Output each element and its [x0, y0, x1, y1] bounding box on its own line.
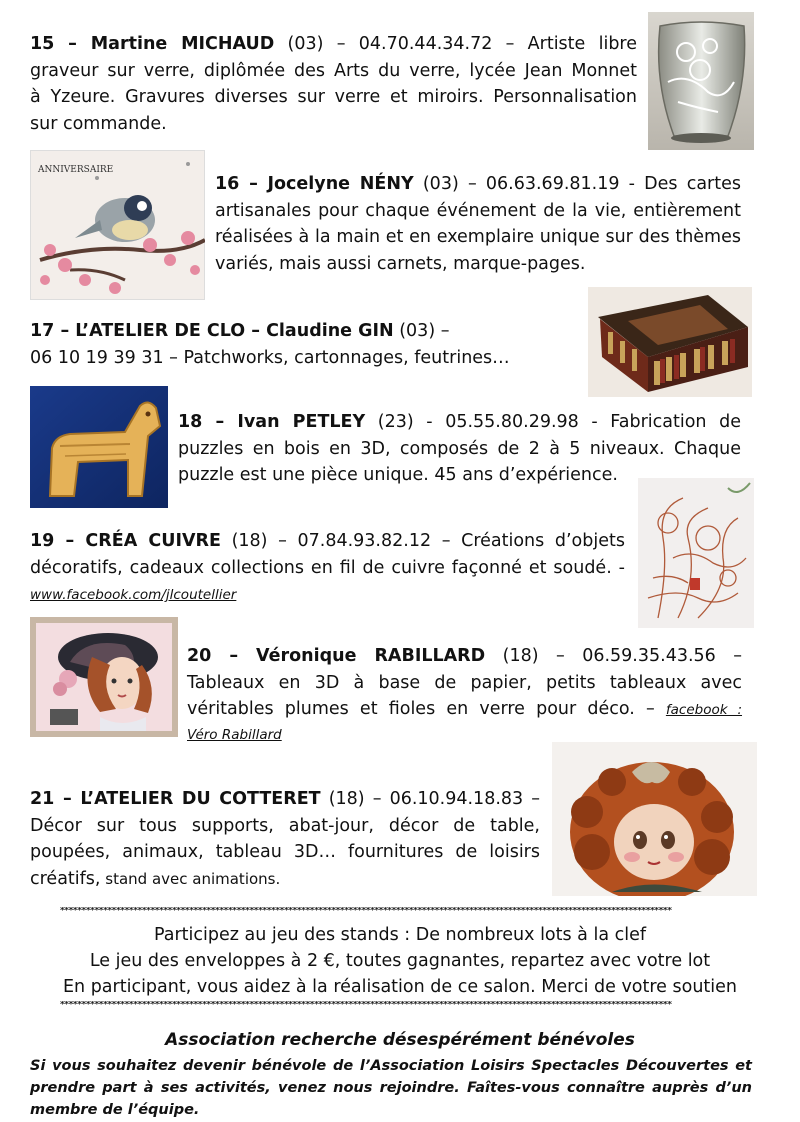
- paper-3d-portrait-photo: [30, 617, 178, 737]
- contest-line-1: Participez au jeu des stands : De nombreux lots à la clef: [153, 925, 647, 945]
- entry-15-details: (03) – 04.70.44.34.72 – Artiste libre: [274, 34, 637, 54]
- entry-18-details: (23) - 05.55.80.29.98 - Fabrication de: [365, 412, 741, 432]
- book-box-photo: [588, 287, 752, 397]
- contest-line-2: Le jeu des enveloppes à 2 €, toutes gagnantes, repartez avec votre lot: [89, 951, 711, 971]
- entry-21-line2: Décor sur tous supports, abat-jour, décor de table,: [30, 815, 540, 836]
- entry-20-line2: Tableaux en 3D à base de papier, petits tableaux avec: [187, 672, 742, 693]
- association-line-2: prendre part à ses activités, venez nous rejoindre. Faîtes-vous connaître auprès d’un: [30, 1080, 752, 1096]
- entry-21-line4: créatifs,: [30, 868, 101, 889]
- entry-20-name: 20 – Véronique RABILLARD: [187, 646, 486, 666]
- facebook-link-rabillard[interactable]: facebook :: [665, 702, 743, 718]
- entry-17-details: (03) –: [393, 321, 450, 341]
- facebook-link-crea-cuivre[interactable]: www.facebook.com/jlcoutellier: [30, 587, 237, 603]
- entry-20: [187, 643, 742, 745]
- entry-15-line2: graveur sur verre, diplômée des Arts du verre, lycée Jean Monnet: [30, 60, 637, 81]
- entry-18-name: 18 – Ivan PETLEY: [178, 412, 366, 432]
- facebook-link-rabillard-name[interactable]: Véro Rabillard: [187, 726, 282, 743]
- entry-16-line3: réalisées à la main et en exemplaire unique sur des thèmes: [215, 227, 741, 247]
- entry-16-name: 16 – Jocelyne NÉNY: [215, 174, 414, 194]
- entry-15-name: 15 – Martine MICHAUD: [30, 34, 275, 54]
- association-line-3: membre de l’équipe.: [30, 1102, 200, 1118]
- entry-19-line2: décoratifs, cadeaux collections en fil de cuivre façonné et soudé. -: [30, 557, 625, 578]
- entry-21: [30, 786, 540, 892]
- entry-16-line2: artisanales pour chaque événement de la vie, entièrement: [215, 200, 741, 221]
- separator-top: **********************************************************************************************************************************************: [60, 907, 672, 916]
- association-line-1: Si vous souhaitez devenir bénévole de l’Association Loisirs Spectacles Découvertes et: [30, 1058, 752, 1074]
- card-caption: ANNIVERSAIRE: [38, 165, 114, 175]
- entry-17: [30, 318, 575, 371]
- entry-16: [215, 171, 741, 277]
- entry-15-line4: sur commande.: [30, 113, 167, 134]
- entry-19: [30, 528, 625, 609]
- engraved-vase-photo: [648, 12, 754, 150]
- doll-photo: [552, 742, 757, 896]
- entry-20-line3: véritables plumes et fioles en verre pour déco. –: [187, 699, 666, 719]
- entry-21-line3: poupées, animaux, tableau 3D… fournitures de loisirs: [30, 842, 540, 862]
- entry-21-line4-small: stand avec animations.: [100, 869, 281, 888]
- entry-19-name: 19 – CRÉA CUIVRE: [30, 531, 221, 551]
- contest-line-3: En participant, vous aidez à la réalisation de ce salon. Merci de votre soutien: [62, 977, 738, 997]
- entry-18-line3: puzzle est une pièce unique. 45 ans d’expérience.: [178, 465, 618, 485]
- entry-18-line2: puzzles en bois en 3D, composés de 2 à 5 niveaux. Chaque: [178, 438, 741, 459]
- entry-21-name: 21 – L’ATELIER DU COTTERET: [30, 789, 321, 809]
- entry-19-details: (18) – 07.84.93.82.12 – Créations d’objets: [220, 531, 625, 551]
- separator-bottom: **********************************************************************************************************************************************: [60, 1001, 672, 1010]
- copper-wire-art-photo: [638, 478, 754, 628]
- entry-16-line4: variés, mais aussi carnets, marque-pages.: [215, 253, 586, 274]
- entry-15-line3: à Yzeure. Gravures diverses sur verre et miroirs. Personnalisation: [30, 87, 637, 107]
- wooden-horse-puzzle-photo: [30, 386, 168, 508]
- entry-15: [30, 31, 637, 137]
- association-title: Association recherche désespérément bénévoles: [165, 1030, 635, 1050]
- entry-16-details: (03) – 06.63.69.81.19 - Des cartes: [413, 174, 741, 194]
- association-body: [30, 1055, 752, 1121]
- entry-21-details: (18) – 06.10.94.18.83 –: [320, 789, 540, 809]
- entry-18: [178, 409, 741, 489]
- entry-20-details: (18) – 06.59.35.43.56 –: [485, 646, 742, 666]
- bird-card-photo: [30, 150, 205, 300]
- entry-17-line2: 06 10 19 39 31 – Patchworks, cartonnages, feutrines…: [30, 347, 510, 368]
- entry-17-name: 17 – L’ATELIER DE CLO – Claudine GIN: [30, 321, 394, 341]
